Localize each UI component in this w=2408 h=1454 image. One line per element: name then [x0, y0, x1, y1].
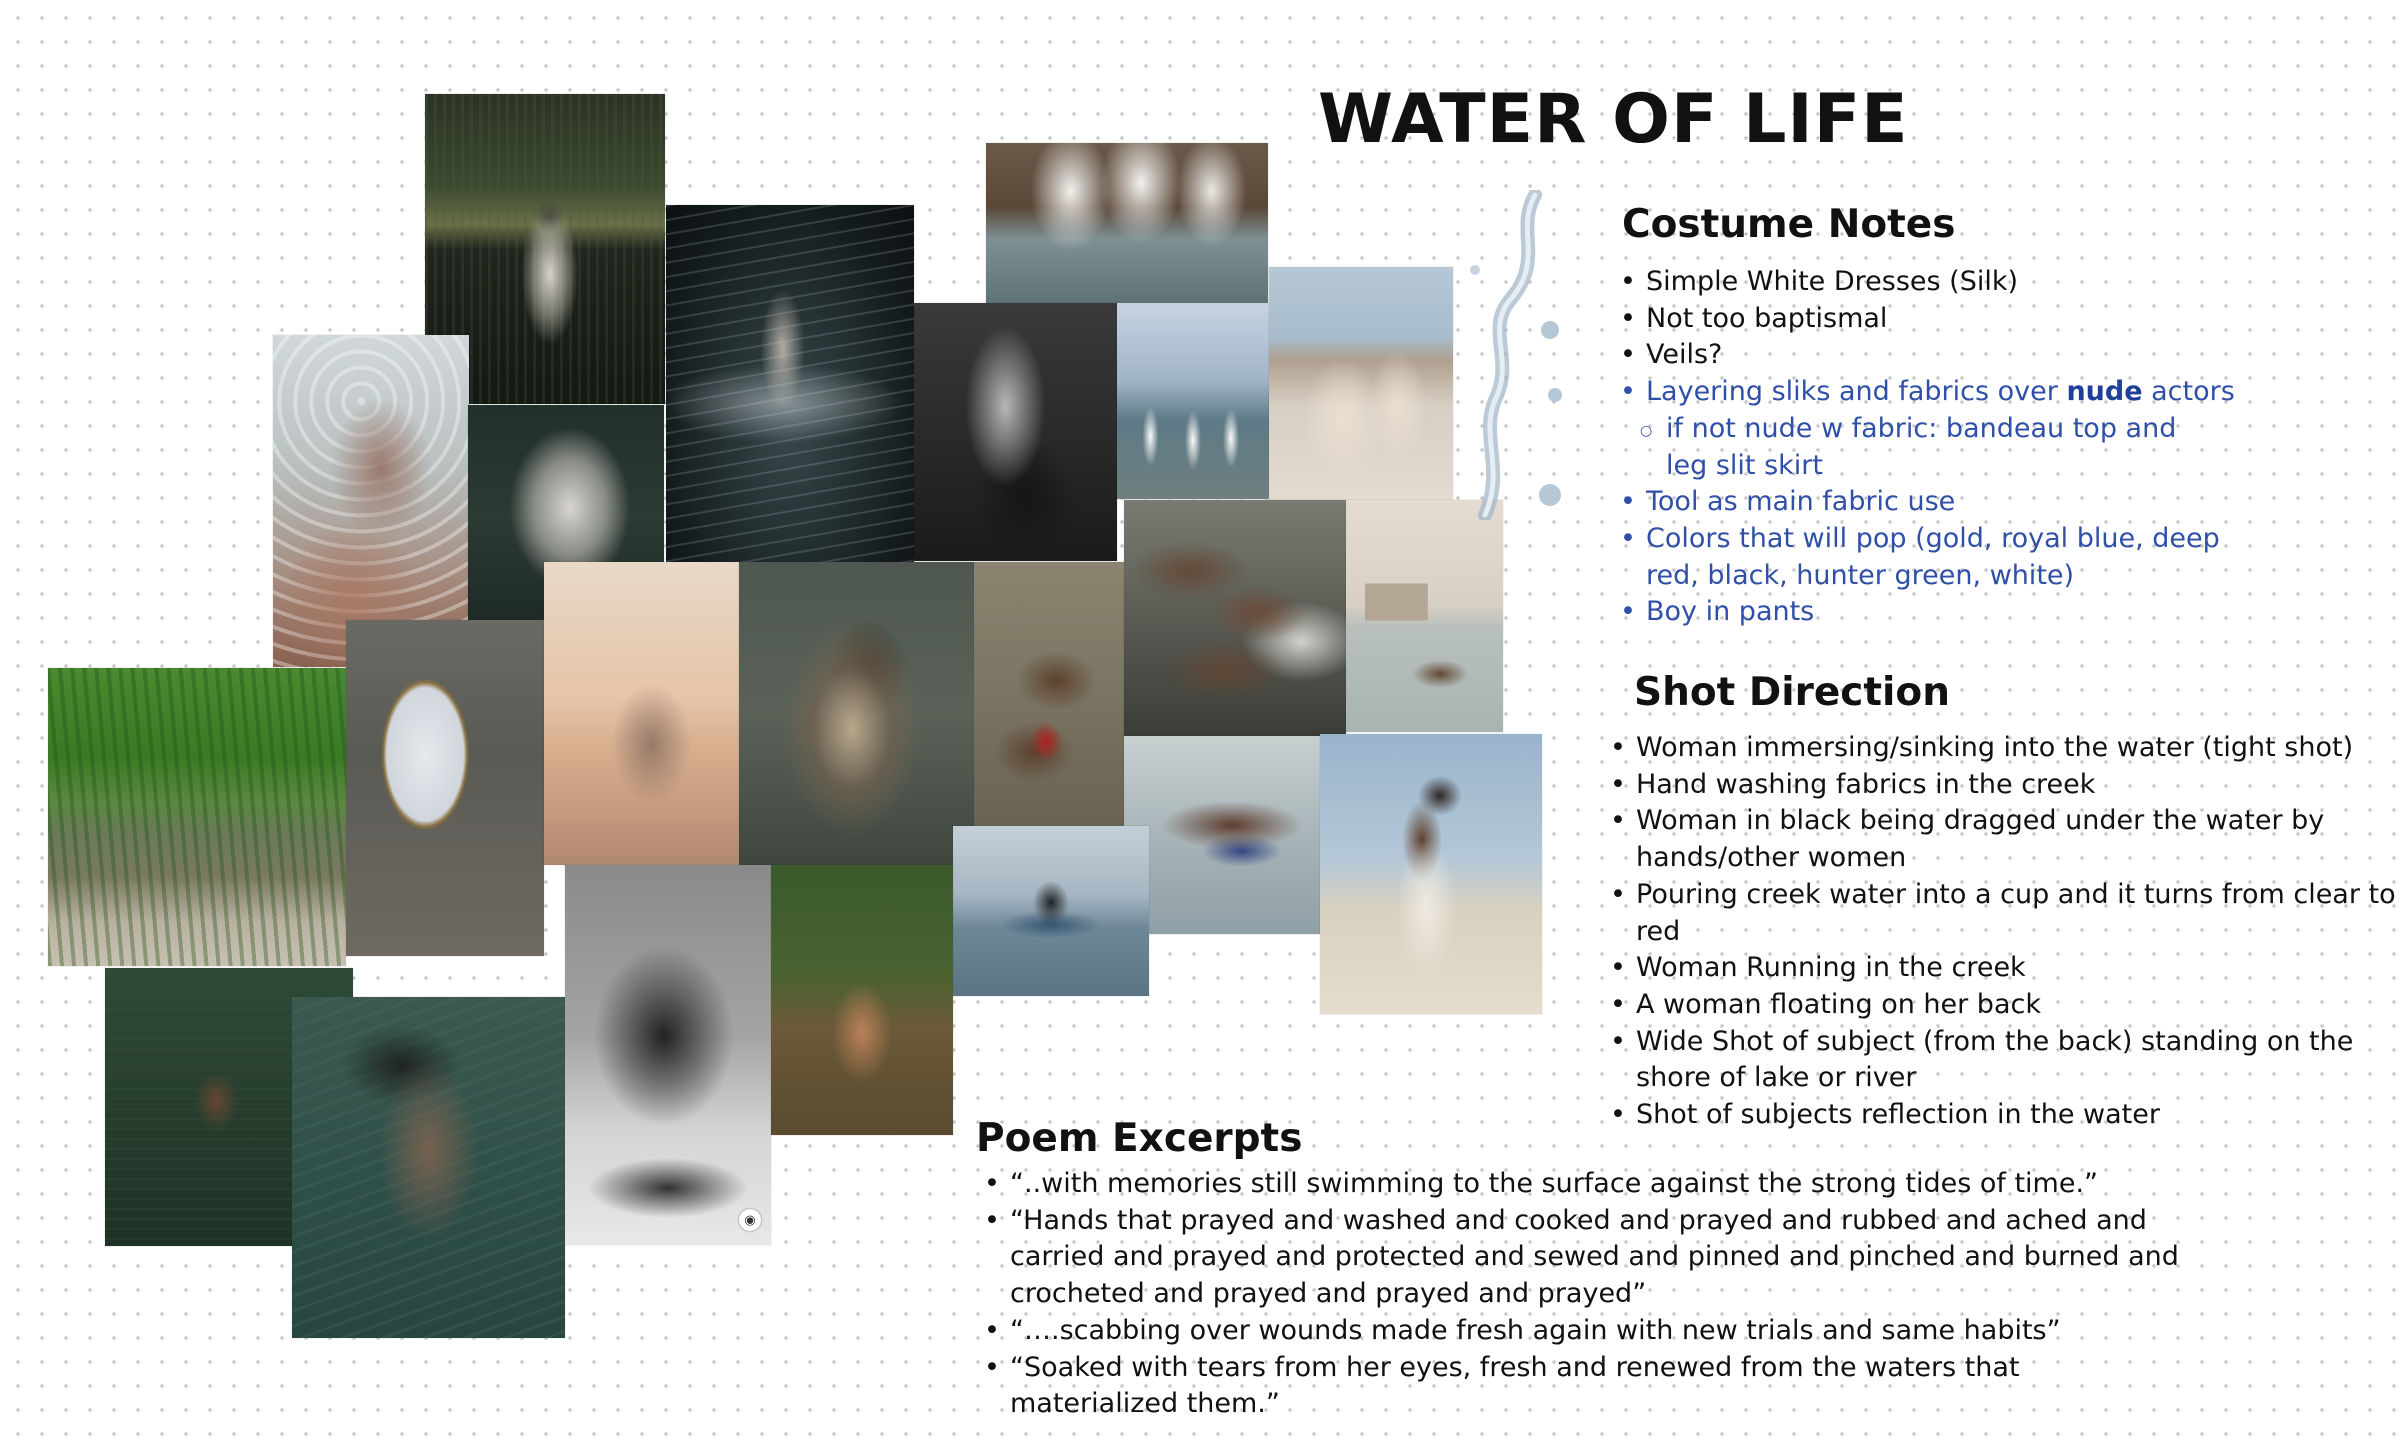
- photo-hands-washing-fabric: [986, 143, 1268, 303]
- photo-woman-wading-night: [666, 205, 914, 565]
- list-item: • “….scabbing over wounds made fresh again with new trials and same habits”: [984, 1313, 2214, 1350]
- list-item: • Veils?: [1620, 337, 2260, 374]
- list-item: • A woman floating on her back: [1610, 987, 2370, 1024]
- list-item: • Colors that will pop (gold, royal blue, deep red, black, hunter green, white): [1620, 521, 2236, 594]
- photo-dancer-sand: [1320, 734, 1542, 1014]
- list-item: • “Hands that prayed and washed and cooked and prayed and rubbed and ached and carried and prayed and protected and sewed and pinned and pinched and burned and crocheted and prayed and prayed and prayed”: [984, 1203, 2220, 1313]
- photo-women-seated-lake: [1269, 267, 1453, 500]
- water-splash-graphic: [1455, 190, 1570, 520]
- photo-underwater-hair: [292, 997, 565, 1338]
- costume-notes-heading: Costume Notes: [1622, 202, 1956, 247]
- photo-house-in-water: [1346, 500, 1503, 732]
- photo-creek-riverbank: [48, 668, 346, 966]
- page-title: WATER OF LIFE: [1318, 80, 1909, 159]
- list-item: • Layering sliks and fabrics over nude actors: [1620, 374, 2260, 411]
- poem-excerpts-list: [984, 1166, 2214, 1423]
- photo-woman-chair-sunset: [544, 562, 739, 865]
- photo-women-white-dresses-sea: [1117, 303, 1269, 499]
- photo-underwater-face: [273, 335, 469, 667]
- list-item: • Woman Running in the creek: [1610, 950, 2370, 987]
- photo-man-in-water: [953, 826, 1149, 996]
- poem-excerpts-heading: Poem Excerpts: [976, 1116, 1303, 1161]
- photo-hands-cup: [974, 562, 1124, 826]
- list-item: • Woman in black being dragged under the water by hands/other women: [1610, 803, 2326, 876]
- list-item: • Shot of subjects reflection in the water: [1610, 1097, 2370, 1134]
- list-item: • “Soaked with tears from her eyes, fresh and renewed from the waters that materialized them.”: [984, 1350, 2130, 1423]
- list-item: • Boy in pants: [1620, 594, 2260, 631]
- list-item: • Hand washing fabrics in the creek: [1610, 767, 2370, 804]
- list-item: ○ if not nude w fabric: bandeau top and leg slit skirt: [1620, 411, 2186, 484]
- photo-black-fabric-wind: [565, 865, 771, 1245]
- costume-notes-list: [1620, 264, 2260, 631]
- list-item: • Not too baptismal: [1620, 301, 2260, 338]
- list-item: • Pouring creek water into a cup and it turns from clear to red: [1610, 877, 2396, 950]
- photo-black-white-dancers: [914, 303, 1117, 561]
- lens-icon[interactable]: ◉: [739, 1209, 761, 1231]
- list-item: • Woman immersing/sinking into the water (tight shot): [1610, 730, 2370, 767]
- list-item: • Simple White Dresses (Silk): [1620, 264, 2260, 301]
- photo-reaching-hands: [1124, 500, 1346, 736]
- photo-veiled-profile: [739, 562, 974, 865]
- shot-direction-list: [1610, 730, 2396, 1134]
- list-item: • “..with memories still swimming to the surface against the strong tides of time.”: [984, 1166, 2214, 1203]
- photo-woman-creek-kneeling: [771, 865, 953, 1135]
- list-item: • Tool as main fabric use: [1620, 484, 2260, 521]
- shot-direction-heading: Shot Direction: [1634, 670, 1950, 715]
- list-item: • Wide Shot of subject (from the back) standing on the shore of lake or river: [1610, 1024, 2356, 1097]
- photo-woman-floating: [1124, 736, 1320, 934]
- photo-mirror-rocks: [346, 620, 544, 956]
